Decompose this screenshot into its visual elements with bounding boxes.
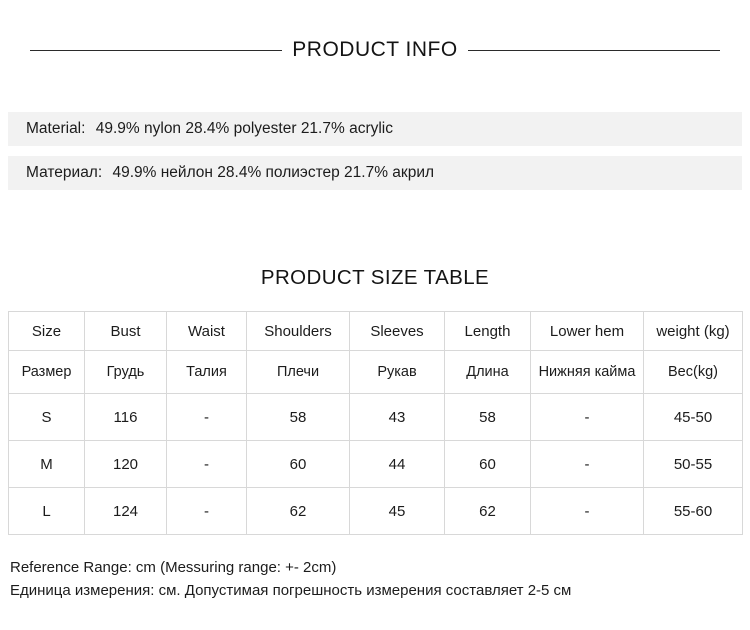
note-line-ru: Единица измерения: см. Допустимая погрешность измерения составляет 2-5 см xyxy=(10,582,572,600)
table-header-cell: Sleeves xyxy=(350,312,445,351)
table-cell: 43 xyxy=(350,394,445,441)
table-header-cell: Shoulders xyxy=(247,312,350,351)
table-header-cell: Waist xyxy=(167,312,247,351)
table-cell: M xyxy=(9,441,85,488)
page-title: PRODUCT INFO xyxy=(292,38,458,61)
table-header-cell: Длина xyxy=(445,351,531,394)
material-label-en: Material: xyxy=(26,120,86,137)
table-cell: 60 xyxy=(247,441,350,488)
table-header-cell: Bust xyxy=(85,312,167,351)
product-info-header xyxy=(0,38,750,62)
table-cell: - xyxy=(167,394,247,441)
table-header-cell: Талия xyxy=(167,351,247,394)
table-cell: - xyxy=(531,394,644,441)
table-cell: 55-60 xyxy=(644,488,743,535)
table-header-cell: Size xyxy=(9,312,85,351)
table-cell: 120 xyxy=(85,441,167,488)
measurement-notes xyxy=(10,556,744,603)
table-header-cell: Плечи xyxy=(247,351,350,394)
table-header-cell: Размер xyxy=(9,351,85,394)
table-header-row-ru xyxy=(9,351,743,394)
table-cell: 45 xyxy=(350,488,445,535)
table-row xyxy=(9,394,743,441)
size-table-title: PRODUCT SIZE TABLE xyxy=(260,266,490,289)
table-cell: - xyxy=(531,441,644,488)
table-header-cell: Грудь xyxy=(85,351,167,394)
material-row-ru xyxy=(8,156,742,190)
table-row xyxy=(9,441,743,488)
table-cell: 62 xyxy=(445,488,531,535)
table-cell: 58 xyxy=(247,394,350,441)
table-cell: 58 xyxy=(445,394,531,441)
table-cell: 62 xyxy=(247,488,350,535)
table-cell: 44 xyxy=(350,441,445,488)
header-rule-right xyxy=(468,50,720,51)
size-table-wrapper xyxy=(8,311,742,535)
table-header-cell: Length xyxy=(445,312,531,351)
table-header-cell: Рукав xyxy=(350,351,445,394)
table-header-row-en xyxy=(9,312,743,351)
material-block xyxy=(8,112,742,190)
table-header-cell: Lower hem xyxy=(531,312,644,351)
table-header-cell: Нижняя кайма xyxy=(531,351,644,394)
table-cell: 124 xyxy=(85,488,167,535)
table-cell: L xyxy=(9,488,85,535)
table-cell: 60 xyxy=(445,441,531,488)
table-cell: 45-50 xyxy=(644,394,743,441)
table-cell: 116 xyxy=(85,394,167,441)
header-rule-left xyxy=(30,50,282,51)
table-header-cell: weight (kg) xyxy=(644,312,743,351)
material-row-en xyxy=(8,112,742,146)
table-cell: 50-55 xyxy=(644,441,743,488)
table-cell: - xyxy=(167,488,247,535)
material-value-en: 49.9% nylon 28.4% polyester 21.7% acrylic xyxy=(91,120,393,137)
note-line-en: Reference Range: cm (Messuring range: +- 2cm) xyxy=(10,559,337,576)
table-cell: - xyxy=(531,488,644,535)
table-cell: - xyxy=(167,441,247,488)
table-cell: S xyxy=(9,394,85,441)
table-row xyxy=(9,488,743,535)
size-table xyxy=(8,311,743,535)
material-value-ru: 49.9% нейлон 28.4% полиэстер 21.7% акрил xyxy=(108,164,435,181)
table-header-cell: Вес(kg) xyxy=(644,351,743,394)
material-label-ru: Материал: xyxy=(26,164,103,181)
